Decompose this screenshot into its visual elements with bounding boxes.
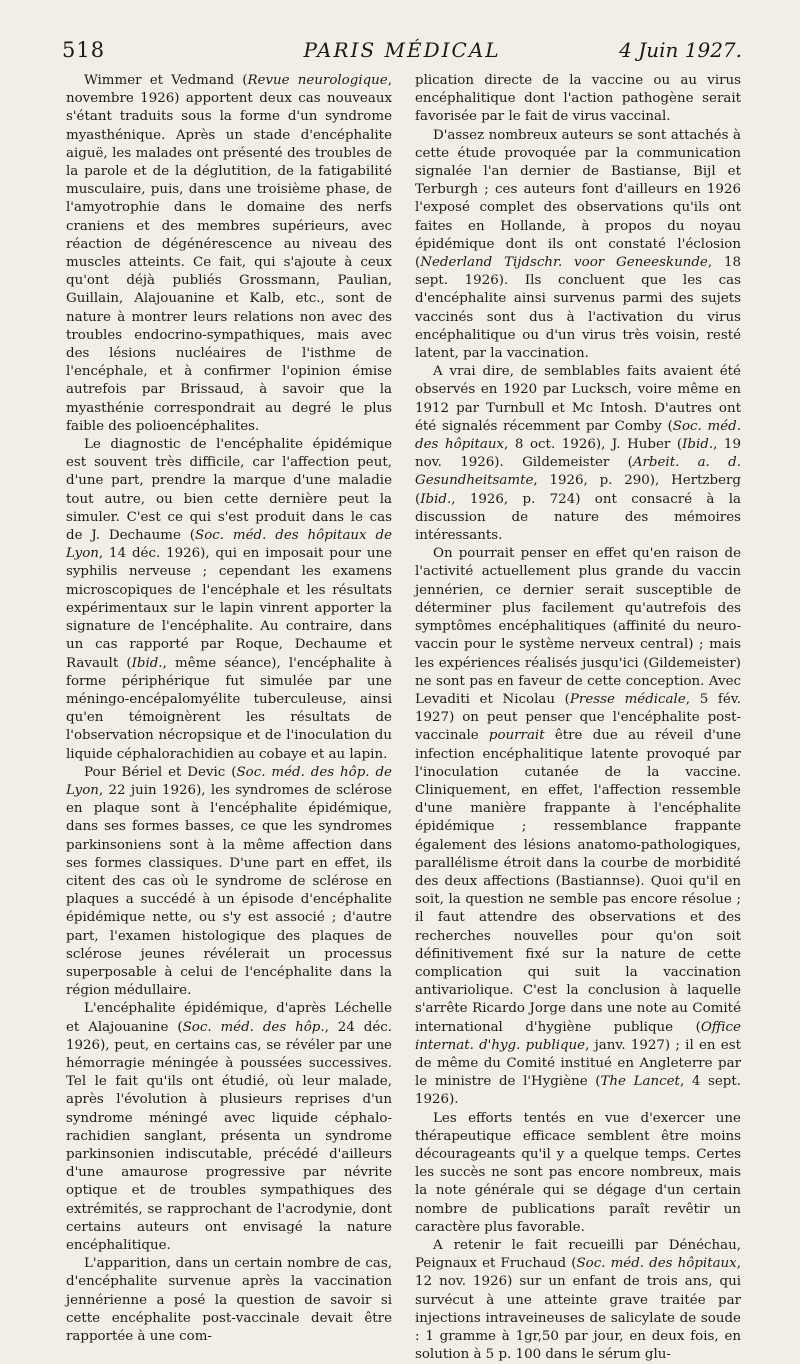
paragraph bbox=[415, 72, 741, 127]
text-run: Wimmer et Vedmand ( bbox=[84, 73, 248, 88]
text-run: , 19 nov. 1926). Gildemeister ( bbox=[415, 437, 741, 471]
left-column bbox=[66, 72, 392, 1346]
text-run: être due au réveil d'une infection encéphalitique latente provoqué par l'inoculation cutanée de la vaccine. Cliniquement, en effet, l'affection ressemble d'une manière frappante à l'encéphalite épidémique ; ressemblance frappante également des lésions anatomo-pathologiques, parallélisme étroit dans la courbe de morbidité des deux affections (Bastiannse). Quoi qu'il en soit, la question ne semble pas encore résolue ; il faut attendre des observations et des recherches nouvelles pour qu'on soit définitivement fixé sur la nature de cette complication qui suit la vaccination antivariolique. C'est la conclusion à laquelle s'arrête Ricardo Jorge dans une note au Comité international d'hygiène publique ( bbox=[415, 728, 741, 1035]
paragraph bbox=[415, 1110, 741, 1237]
citation-italic: pourrait bbox=[488, 728, 545, 744]
citation-italic: Office internat. d'hyg. publique bbox=[415, 1019, 741, 1053]
text-run: D'assez nombreux auteurs se sont attachés à cette étude provoquée par la communication signalée l'an dernier de Bastianse, Bijl et Terburgh ; ces auteurs font d'ailleurs en 1926 l'exposé complet des observations qu'ils ont faites en Hollande, à propos du noyau épidémique dont ils ont constaté l'éclosion ( bbox=[415, 127, 741, 271]
paragraph bbox=[66, 764, 392, 1001]
paragraph bbox=[66, 1255, 392, 1346]
paragraph bbox=[415, 127, 741, 364]
citation-italic: Ibid. bbox=[420, 491, 452, 507]
text-run: , novembre 1926) apportent deux cas nouveaux s'étant traduits sous la forme d'un syndrome myasthénique. Après un stade d'encéphalite aiguë, les malades ont présenté des troubles de la parole et de la déglutition, de la fatigabilité musculaire, puis, dans une troisième phase, de l'amyotrophie dans le domaine des nerfs craniens et des membres supérieurs, avec réaction de dégénérescence au niveau des muscles atteints. Ce fait, qui s'ajoute à ceux qu'ont déjà publiés Grossmann, Paulian, Guillain, Alajouanine et Kalb, etc., sont de nature à montrer leurs relations non avec des troubles endocrino-sympathiques, mais avec des lésions nucléaires de l'isthme de l'encéphale, et à confirmer l'opinion émise autrefois par Brissaud, à savoir que la myasthénie correspondrait au degré le plus faible des polioencéphalites. bbox=[66, 73, 392, 434]
text-run: , janv. 1927) ; il en est de même du Comité institué en Angleterre par le ministre de l'Hygiène ( bbox=[415, 1037, 741, 1090]
text-run: , 8 oct. 1926), J. Huber ( bbox=[504, 437, 683, 453]
citation-italic: Revue neurologique bbox=[247, 73, 388, 88]
citation-italic: Nederland Tijdschr. voor Geneeskunde bbox=[420, 255, 708, 271]
text-run: , 14 déc. 1926), qui en imposait pour une syphilis nerveuse ; cependant les examens microscopiques de l'encéphale et les résultats expérimentaux sur le lapin vinrent apporter la signature de l'encéphalite. Au contraire, dans un cas rapporté par Roque, Dechaume et Ravault ( bbox=[66, 546, 392, 671]
issue-date: 4 Juin 1927. bbox=[619, 38, 742, 62]
journal-title: PARIS MÉDICAL bbox=[303, 38, 501, 62]
text-run: Les efforts tentés en vue d'exercer une thérapeutique efficace semblent être moins décourageants qu'il y a quelque temps. Certes les succès ne sont pas encore nombreux, mais la note générale qui se dégage d'un certain nombre de publications paraît revêtir un caractère plus favorable. bbox=[415, 1110, 741, 1235]
text-run: , 4 sept. 1926). bbox=[415, 1074, 742, 1108]
citation-italic: Soc. méd. des hôpitaux de Lyon bbox=[66, 528, 392, 562]
paragraph bbox=[415, 363, 741, 545]
text-run: , 12 nov. 1926) sur un enfant de trois ans, qui survécut à une atteinte grave traitée par injections intraveineuses de salicylate de soude : 1 gramme à 1gr,50 par jour, en deux fois, en solution à 5 p. 100 dans le sérum glu- bbox=[415, 1256, 741, 1363]
page-number: 518 bbox=[62, 38, 106, 62]
citation-italic: Ibid. bbox=[131, 655, 163, 671]
text-run: plication directe de la vaccine ou au virus encéphalitique dont l'action pathogène serait favorisée par le fait de virus vaccinal. bbox=[415, 73, 741, 125]
citation-italic: Ibid. bbox=[682, 437, 714, 453]
text-run: A retenir le fait recueilli par Dénéchau, Peignaux et Fruchaud ( bbox=[415, 1238, 741, 1272]
text-run: On pourrait penser en effet qu'en raison de l'activité actuellement plus grande du vaccin jennérien, ce dernier serait susceptible de déterminer plus facilement qu'autrefois des symptômes encéphalitiques (affinité du neuro-vaccin pour le système nerveux central) ; mais les expériences réalisés jusqu'ici (Gildemeister) ne sont pas en faveur de cette conception. Avec Levaditi et Nicolau ( bbox=[415, 546, 741, 707]
citation-italic: Soc. méd. des hôp. bbox=[182, 1019, 325, 1035]
paragraph bbox=[415, 1237, 741, 1364]
text-run: A vrai dire, de semblables faits avaient été observés en 1920 par Lucksch, voire même en 1912 par Turnbull et Mc Intosh. D'autres ont été signalés récemment par Comby ( bbox=[415, 364, 741, 434]
citation-italic: Soc. méd. des hôpitaux bbox=[576, 1256, 737, 1272]
text-run: Pour Bériel et Devic ( bbox=[84, 764, 237, 780]
citation-italic: Presse médicale bbox=[569, 691, 686, 707]
text-run: , 5 fév. 1927) on peut penser que l'encéphalite post-vaccinale bbox=[415, 691, 742, 744]
citation-italic: Arbeit. a. d. Gesundheitsamte bbox=[415, 455, 741, 489]
text-run: Le diagnostic de l'encéphalite épidémique est souvent très difficile, car l'affection peut, d'une part, prendre la marque d'une maladie tout autre, ou bien cette dernière peut la simuler. C'est ce qui s'est produit dans le cas de J. Dechaume ( bbox=[66, 437, 392, 544]
text-run: L'encéphalite épidémique, d'après Léchelle et Alajouanine ( bbox=[66, 1001, 392, 1035]
text-run: , 1926, p. 290), Hertzberg ( bbox=[415, 473, 741, 507]
text-run: , même séance), l'encéphalite à forme périphérique fut simulée par une méningo-encépalomyélite tuberculeuse, ainsi qu'en témoignèrent les résultats de l'observation nécropsique et de l'inoculation du liquide céphalorachidien au cobaye et au lapin. bbox=[66, 655, 392, 762]
text-run: , 22 juin 1926), les syndromes de sclérose en plaque sont à l'encéphalite épidémique, dans ses formes basses, ce que les syndromes parkinsoniens sont à la même affection dans ses formes classiques. D'une part en effet, ils citent des cas où le syndrome de sclérose en plaques a succédé à un épisode d'encéphalite épidémique nette, ou s'y est associé ; d'autre part, l'examen histologique des plaques de sclérose jeunes révélerait un processus superposable à celui de l'encéphalite dans la région médullaire. bbox=[66, 782, 392, 999]
paragraph bbox=[415, 545, 741, 1109]
citation-italic: Soc. méd. des hôpitaux bbox=[415, 418, 741, 453]
right-column bbox=[415, 72, 741, 1364]
text-run: , 18 sept. 1926). Ils concluent que les cas d'encéphalite ainsi survenus parmi des sujets vaccinés sont dus à l'activation du virus encéphalitique ou d'un virus très voisin, resté latent, par la vaccination. bbox=[415, 255, 741, 362]
text-run: , 1926, p. 724) ont consacré à la discussion de nature des mémoires intéressants. bbox=[415, 491, 741, 544]
page-header bbox=[62, 38, 742, 68]
citation-italic: The Lancet bbox=[600, 1074, 680, 1090]
citation-italic: Soc. méd. des hôp. de Lyon bbox=[66, 764, 392, 798]
paragraph bbox=[66, 72, 392, 436]
paragraph bbox=[66, 1000, 392, 1255]
text-run: , 24 déc. 1926), peut, en certains cas, se révéler par une hémorragie méningée à poussées successives. Tel le fait qu'ils ont étudié, où leur malade, après l'évolution à plusieurs reprises d'un syndrome méningé avec liquide céphalo-rachidien sanglant, présenta un syndrome parkinsonien indiscutable, précédé d'ailleurs d'une amaurose progressive par névrite optique et de troubles sympathiques des extrémités, se rapprochant de l'acrodynie, dont certains auteurs ont envisagé la nature encéphalitique. bbox=[66, 1019, 393, 1253]
text-run: L'apparition, dans un certain nombre de cas, d'encéphalite survenue après la vaccination jennérienne a posé la question de savoir si cette encéphalite post-vaccinale devait être rapportée à une com- bbox=[66, 1256, 392, 1345]
paragraph bbox=[66, 436, 392, 764]
